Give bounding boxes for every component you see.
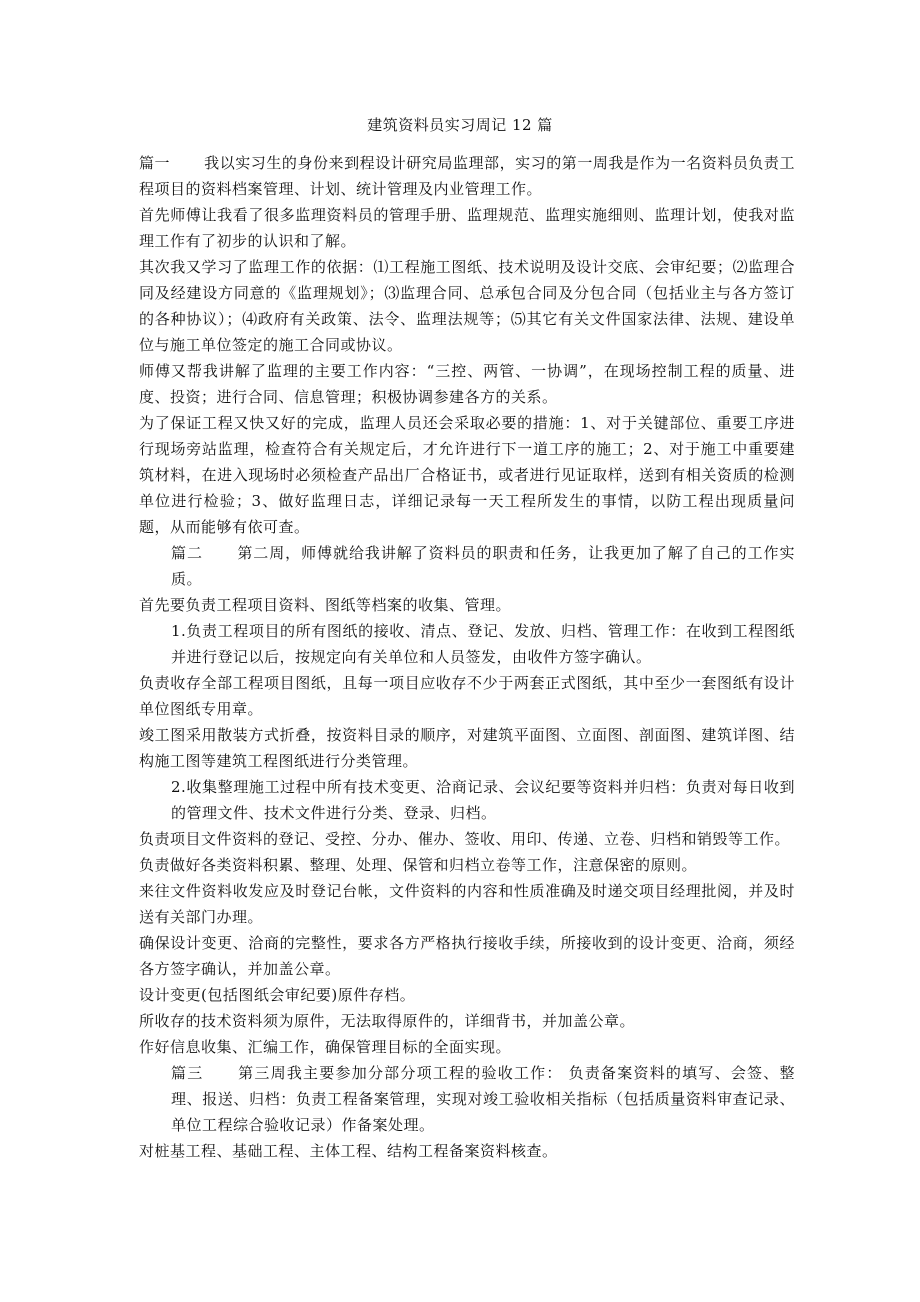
paragraph: 篇一 我以实习生的身份来到程设计研究局监理部，实习的第一周我是作为一名资料员负责工程项目的资料档案管理、计划、统计管理及内业管理工作。 (139, 154, 795, 198)
paragraph: 负责收存全部工程项目图纸，且每一项目应收存不少于两套正式图纸，其中至少一套图纸有设计单位图纸专用章。 (139, 674, 795, 718)
document-title: 建筑资料员实习周记 12 篇 (367, 116, 553, 134)
paragraph: 来往文件资料收发应及时登记台帐，文件资料的内容和性质准确及时递交项目经理批阅，并及时送有关部门办理。 (139, 882, 795, 926)
paragraph: 对桩基工程、基础工程、主体工程、结构工程备案资料核查。 (139, 1142, 558, 1160)
section-label: 篇一 (139, 154, 171, 172)
paragraph: 竣工图采用散装方式折叠，按资料目录的顺序，对建筑平面图、立面图、剖面图、建筑详图、结构施工图等建筑工程图纸进行分类管理。 (139, 726, 795, 770)
paragraph: 为了保证工程又快又好的完成，监理人员还会采取必要的措施：1、对于关键部位、重要工序进行现场旁站监理，检查符合有关规定后，才允许进行下一道工序的施工；2、对于施工中重要建筑材料，在进入现场时必须检查产品出厂合格证书，或者进行见证取样，送到有相关资质的检测单位进行检验；3、做好监理日志，详细记录每一天工程所发生的事情，以防工程出现质量问题，从而能够有依可查。 (139, 414, 795, 536)
paragraph: 1.负责工程项目的所有图纸的接收、清点、登记、发放、归档、管理工作：在收到工程图纸并进行登记以后，按规定向有关单位和人员签发，由收件方签字确认。 (171, 622, 795, 666)
paragraph: 负责项目文件资料的登记、受控、分办、催办、签收、用印、传递、立卷、归档和销毁等工作。 (139, 830, 791, 848)
paragraph: 2.收集整理施工过程中所有技术变更、洽商记录、会议纪要等资料并归档：负责对每日收到的管理文件、技术文件进行分类、登录、归档。 (171, 778, 795, 822)
paragraph: 所收存的技术资料须为原件，无法取得原件的，详细背书，并加盖公章。 (139, 1012, 636, 1030)
paragraph: 首先要负责工程项目资料、图纸等档案的收集、管理。 (139, 596, 512, 614)
paragraph: 负责做好各类资料积累、整理、处理、保管和归档立卷等工作，注意保密的原则。 (139, 856, 698, 874)
section-label: 篇二 (171, 544, 203, 562)
document-body (139, 150, 795, 1164)
paragraph: 师傅又帮我讲解了监理的主要工作内容：“三控、两管、一协调”，在现场控制工程的质量、进度、投资；进行合同、信息管理；积极协调参建各方的关系。 (139, 362, 795, 406)
paragraph: 作好信息收集、汇编工作，确保管理目标的全面实现。 (139, 1038, 512, 1056)
paragraph: 设计变更(包括图纸会审纪要)原件存档。 (139, 986, 416, 1004)
section-label: 篇三 (171, 1064, 204, 1082)
paragraph: 其次我又学习了监理工作的依据：⑴工程施工图纸、技术说明及设计交底、会审纪要；⑵监理合同及经建设方同意的《监理规划》；⑶监理合同、总承包合同及分包合同（包括业主与各方签订的各种协议）；⑷政府有关政策、法令、监理法规等；⑸其它有关文件国家法律、法规、建设单位与施工单位签定的施工合同或协议。 (139, 258, 795, 354)
paragraph: 首先师傅让我看了很多监理资料员的管理手册、监理规范、监理实施细则、监理计划，使我对监理工作有了初步的认识和了解。 (139, 206, 795, 250)
paragraph: 确保设计变更、洽商的完整性，要求各方严格执行接收手续，所接收到的设计变更、洽商，须经各方签字确认，并加盖公章。 (139, 934, 795, 978)
paragraph: 篇三 第三周我主要参加分部分项工程的验收工作： 负责备案资料的填写、会签、整理、报送、归档：负责工程备案管理，实现对竣工验收相关指标（包括质量资料审查记录、单位工程综合验收记录）作备案处理。 (171, 1064, 795, 1134)
paragraph: 篇二 第二周，师傅就给我讲解了资料员的职责和任务，让我更加了解了自己的工作实质。 (171, 544, 795, 588)
